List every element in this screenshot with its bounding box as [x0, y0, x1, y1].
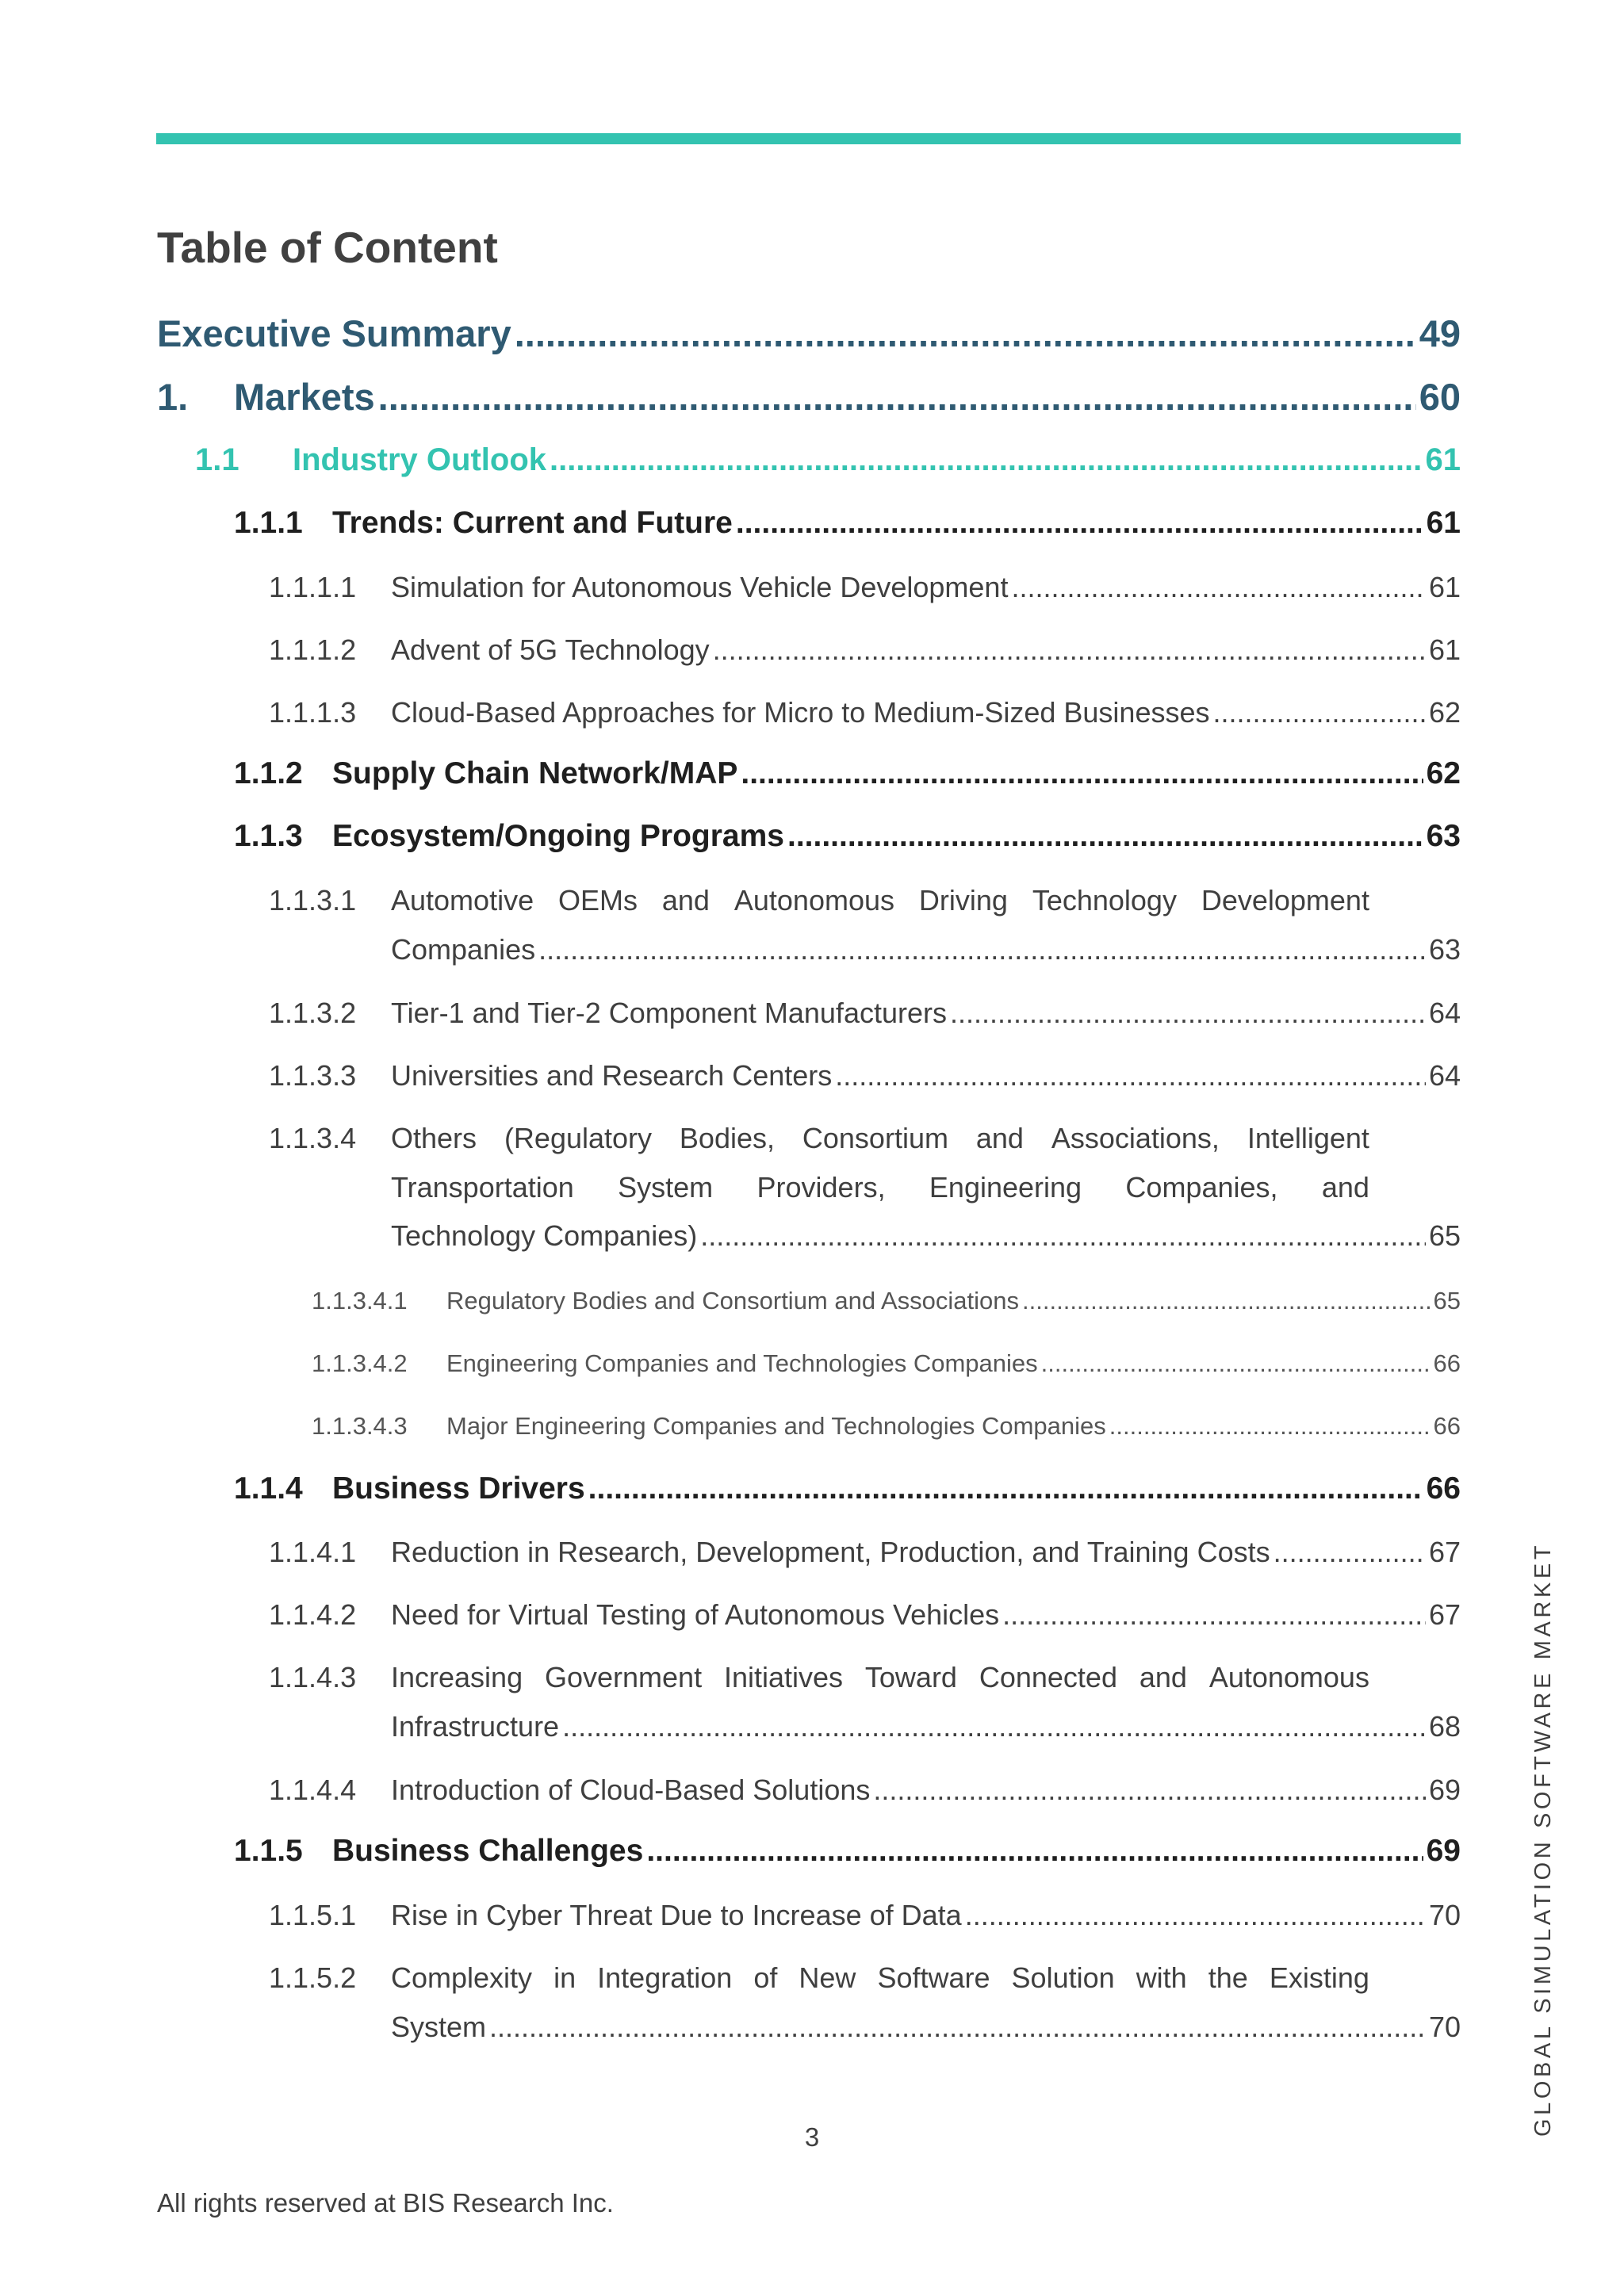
toc-leader-dots	[489, 2011, 1426, 2044]
toc-entry-number: 1.1.4.4	[269, 1774, 357, 1806]
toc-entry-business-challenges[interactable]	[234, 1834, 1461, 1869]
toc-entry-page: 67	[1428, 1598, 1461, 1631]
toc-entry-number: 1.1.5.2	[269, 1961, 357, 1994]
toc-entry-title-line-1: Increasing Government Initiatives Toward Connected and Autonomous	[391, 1661, 1369, 1693]
toc-entry-title: Universities and Research Centers	[391, 1059, 833, 1092]
toc-entry-tier-manufacturers[interactable]	[269, 997, 1461, 1030]
toc-entry-number-row	[269, 884, 356, 917]
toc-entry-supply-chain[interactable]	[234, 756, 1461, 791]
toc-entry-number: 1.1.3.2	[269, 997, 357, 1029]
toc-entry-cloud-solutions[interactable]	[269, 1774, 1461, 1807]
toc-entry-page: 65	[1428, 1219, 1461, 1252]
toc-entry-executive-summary[interactable]	[157, 312, 1461, 355]
toc-entry-engineering-companies[interactable]	[312, 1349, 1461, 1378]
toc-entry-number-row	[269, 1122, 356, 1155]
toc-entry-page: 67	[1428, 1536, 1461, 1568]
toc-entry-page: 62	[1428, 696, 1461, 729]
toc-entry-cyber-threat[interactable]	[269, 1899, 1461, 1932]
toc-entry-page: 61	[1428, 633, 1461, 666]
toc-entry-page: 64	[1428, 997, 1461, 1029]
toc-leader-dots	[1002, 1598, 1426, 1632]
toc-entry-number: 1.1.1.2	[269, 633, 357, 666]
toc-entry-number: 1.1.5	[234, 1834, 303, 1868]
toc-leader-dots	[736, 506, 1423, 541]
toc-entry-number: 1.1.5.1	[269, 1899, 357, 1931]
toc-entry-number: 1.1	[195, 442, 239, 477]
toc-entry-number: 1.1.4.1	[269, 1536, 357, 1568]
toc-entry-number: 1.1.4	[234, 1471, 303, 1506]
toc-entry-title: Supply Chain Network/MAP	[332, 756, 738, 790]
toc-entry-page: 62	[1426, 756, 1461, 790]
toc-entry-page: 68	[1428, 1710, 1461, 1743]
toc-entry-virtual-testing[interactable]	[269, 1598, 1461, 1632]
toc-entry-number: 1.1.3.4	[269, 1122, 357, 1154]
toc-entry-title: Simulation for Autonomous Vehicle Development	[391, 571, 1009, 603]
toc-entry-number: 1.1.3.4.3	[312, 1412, 408, 1440]
toc-entry-title: Tier-1 and Tier-2 Component Manufacturers	[391, 997, 947, 1029]
toc-entry-title: Cloud-Based Approaches for Micro to Medium-Sized Businesses	[391, 696, 1210, 729]
toc-leader-dots	[835, 1059, 1426, 1093]
toc-entry-number: 1.1.2	[234, 756, 303, 790]
toc-entry-5g-technology[interactable]	[269, 633, 1461, 667]
toc-leader-dots	[1213, 696, 1426, 729]
toc-entry-number: 1.1.4.2	[269, 1598, 357, 1631]
page-title: Table of Content	[157, 223, 498, 272]
toc-leader-dots	[646, 1834, 1423, 1869]
toc-entry-title-line-2: Companies ..... 63	[391, 933, 1461, 966]
toc-entry-cost-reduction[interactable]	[269, 1536, 1461, 1569]
toc-leader-dots	[588, 1471, 1423, 1506]
footer-copyright: All rights reserved at BIS Research Inc.	[157, 2188, 614, 2218]
toc-entry-page: 65	[1433, 1287, 1461, 1314]
toc-entry-page: 49	[1419, 312, 1461, 354]
toc-entry-number: 1.1.3.4.1	[312, 1287, 408, 1314]
toc-leader-dots	[1109, 1412, 1431, 1441]
toc-entry-cloud-based-approaches[interactable]	[269, 696, 1461, 729]
toc-entry-page: 61	[1425, 442, 1461, 477]
toc-entry-title: Executive Summary	[157, 312, 511, 354]
toc-entry-page: 69	[1426, 1834, 1461, 1868]
toc-leader-dots	[873, 1774, 1426, 1807]
toc-entry-title: Advent of 5G Technology	[391, 633, 710, 666]
toc-entry-title-line-2: Transportation System Providers, Engineering Companies, and	[391, 1171, 1369, 1203]
toc-leader-dots	[378, 375, 1416, 419]
toc-entry-major-engineering-companies[interactable]	[312, 1412, 1461, 1441]
toc-entry-page: 63	[1428, 933, 1461, 966]
toc-entry-page: 66	[1433, 1349, 1461, 1377]
toc-entry-title: Markets	[234, 376, 375, 418]
toc-entry-page: 64	[1428, 1059, 1461, 1092]
toc-leader-dots	[787, 819, 1423, 854]
toc-entry-ecosystem[interactable]	[234, 819, 1461, 854]
toc-entry-page: 61	[1426, 506, 1461, 540]
toc-leader-dots	[1011, 571, 1426, 604]
toc-entry-page: 61	[1428, 571, 1461, 603]
toc-leader-dots	[1022, 1287, 1430, 1315]
toc-entry-title-line-2: Infrastructure ..... 68	[391, 1710, 1461, 1743]
toc-entry-title-line-1: Automotive OEMs and Autonomous Driving Technology Development	[391, 884, 1369, 916]
toc-leader-dots	[965, 1899, 1426, 1932]
toc-leader-dots	[562, 1710, 1426, 1743]
toc-entry-title: Major Engineering Companies and Technologies Companies	[446, 1412, 1106, 1440]
toc-leader-dots	[550, 442, 1423, 478]
toc-entry-number: 1.	[157, 376, 189, 418]
toc-leader-dots	[1041, 1349, 1431, 1378]
toc-entry-page: 70	[1428, 1899, 1461, 1931]
toc-entry-title: Industry Outlook	[293, 442, 546, 477]
toc-entry-number-row	[269, 1661, 356, 1694]
toc-entry-regulatory-bodies[interactable]	[312, 1287, 1461, 1315]
toc-entry-title-line-1: Others (Regulatory Bodies, Consortium and Associations, Intelligent	[391, 1122, 1369, 1154]
toc-entry-business-drivers[interactable]	[234, 1471, 1461, 1506]
toc-entry-title: Engineering Companies and Technologies Companies	[446, 1349, 1038, 1377]
toc-entry-title: Trends: Current and Future	[332, 506, 733, 540]
toc-entry-page: 63	[1426, 819, 1461, 853]
toc-entry-number: 1.1.3.1	[269, 884, 357, 916]
toc-entry-title: Need for Virtual Testing of Autonomous Vehicles	[391, 1598, 1000, 1631]
toc-entry-markets[interactable]	[157, 375, 1461, 419]
toc-entry-title: Introduction of Cloud-Based Solutions	[391, 1774, 871, 1806]
toc-entry-autonomous-vehicle-simulation[interactable]	[269, 571, 1461, 604]
toc-leader-dots	[713, 633, 1426, 667]
vertical-report-title: GLOBAL SIMULATION SOFTWARE MARKET	[1530, 1541, 1556, 2137]
toc-leader-dots	[538, 933, 1426, 966]
toc-entry-title: Ecosystem/Ongoing Programs	[332, 819, 784, 853]
toc-entry-number: 1.1.1.3	[269, 696, 357, 729]
toc-leader-dots	[950, 997, 1426, 1030]
toc-entry-title-line-2: System ..... 70	[391, 2011, 1461, 2044]
toc-entry-page: 60	[1419, 376, 1461, 418]
toc-entry-title-line-1: Complexity in Integration of New Software Solution with the Existing	[391, 1961, 1369, 1994]
toc-entry-universities[interactable]	[269, 1059, 1461, 1093]
toc-leader-dots	[741, 756, 1423, 791]
toc-entry-industry-outlook[interactable]	[195, 442, 1461, 478]
toc-entry-title: Reduction in Research, Development, Production, and Training Costs	[391, 1536, 1270, 1568]
toc-entry-trends[interactable]	[234, 506, 1461, 541]
toc-entry-title: Business Drivers	[332, 1471, 585, 1506]
toc-leader-dots	[515, 312, 1416, 355]
toc-entry-page: 70	[1428, 2011, 1461, 2043]
toc-entry-number: 1.1.4.3	[269, 1661, 357, 1693]
page-number: 3	[804, 2122, 820, 2152]
toc-entry-number-row	[269, 1961, 356, 1995]
toc-entry-page: 66	[1426, 1471, 1461, 1506]
toc-entry-number: 1.1.3	[234, 819, 303, 853]
toc-leader-dots	[1274, 1536, 1426, 1569]
toc-entry-title-line-3: Technology Companies) ..... 65	[391, 1219, 1461, 1253]
toc-entry-number: 1.1.1	[234, 506, 303, 540]
toc-entry-number: 1.1.3.3	[269, 1059, 357, 1092]
toc-entry-title: Rise in Cyber Threat Due to Increase of Data	[391, 1899, 962, 1931]
toc-entry-page: 66	[1433, 1412, 1461, 1440]
toc-leader-dots	[700, 1219, 1426, 1253]
toc-entry-title: Business Challenges	[332, 1834, 644, 1868]
toc-entry-number: 1.1.3.4.2	[312, 1349, 408, 1377]
toc-entry-number: 1.1.1.1	[269, 571, 357, 603]
toc-entry-page: 69	[1428, 1774, 1461, 1806]
toc-entry-title: Regulatory Bodies and Consortium and Associations	[446, 1287, 1020, 1314]
